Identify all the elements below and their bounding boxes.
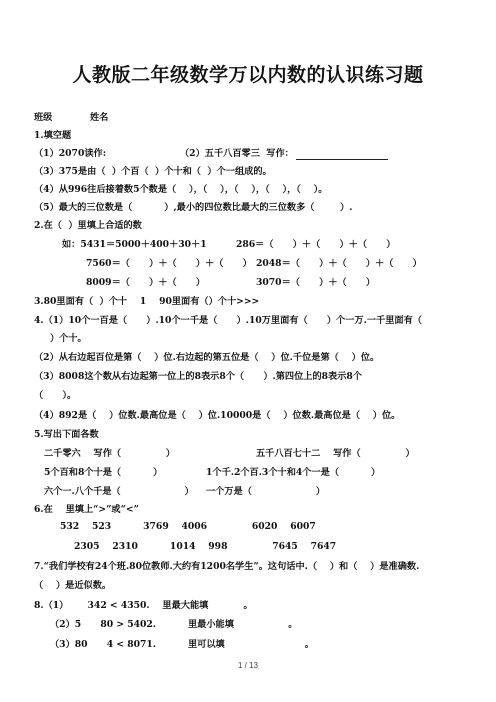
class-label: 班级	[34, 112, 53, 123]
compare-row-2: 2305 2310 1014 998 7645 7647	[74, 541, 337, 552]
write-1234: 1个千.2个百.3个十和4个一是（ ）	[206, 467, 381, 478]
section-1-heading: 1.填空题	[34, 130, 72, 141]
question-4-1-cont: ）个十。	[50, 333, 87, 344]
answer-blank	[296, 150, 388, 160]
decompose-2048: 2048＝（ ）＋（ ）＋（ ）	[256, 258, 422, 269]
question-4-2: （2）从右边起百位是第（ ）位.右边起的第五位是（ ）位.千位是第（ ）位。	[34, 352, 380, 363]
question-8-3: （3）80 4 < 8071. 里可以填 。	[50, 639, 314, 650]
compare-row-1: 532 523 3769 4006 6020 6007	[60, 521, 316, 532]
question-4-1: 4.（1）10个一百是（ ）.10个一千是（ ）.10万里面有（ ）个一万.一千里面有（	[34, 315, 422, 326]
name-label: 姓名	[90, 112, 109, 123]
write-2006: 二千零六 写作（ ）	[44, 448, 176, 459]
decompose-8009: 8009＝（ ）＋（ ）	[86, 277, 206, 288]
page-number: 1 / 13	[237, 661, 258, 670]
section-2-heading: 2.在（ ）里填上合适的数	[34, 220, 142, 231]
section-7-cont: （ ）是近似数。	[34, 580, 112, 591]
decompose-3070: 3070＝（ ）＋（ ）	[256, 277, 376, 288]
example-decomposition: 如：5431＝5000＋400＋30＋1	[62, 239, 207, 250]
question-8-2: （2）5 80 > 5402. 里最小能填 。	[50, 619, 298, 630]
question-8-1: 8.（1） 342 < 4350. 里最大能填 。	[34, 600, 253, 611]
write-5872: 五千八百七十二 写作（ ）	[256, 448, 415, 459]
write-580: 5个百和8个十是（ ）	[44, 467, 163, 478]
section-7: 7.“我们学校有24个班.80位教师.大约有1200名学生”。这句话中.（ ）和（ ）是准确数.	[34, 561, 420, 572]
question-1-5: （5）最大的三位数是（ ）,最小的四位数比最大的三位数多（ ）.	[34, 202, 353, 213]
write-8006: 六个一.八个千是（ ）	[44, 486, 194, 497]
section-3: 3.80里面有（ ）个十 1 90里面有（）个十>>>	[34, 296, 260, 307]
question-4-3-cont: （ ）。	[34, 390, 77, 401]
section-5-heading: 5.写出下面各数	[34, 429, 99, 440]
question-1-1: （1）2070读作:	[34, 148, 107, 159]
decompose-286: 286＝（ ）＋（ ）＋（ ）	[236, 239, 396, 250]
question-4-3: （3）8008这个数从右边起第一位上的8表示8个（ ）.第四位上的8表示8个	[34, 371, 362, 382]
question-1-2: （2）五千八百零三 写作：	[180, 148, 388, 160]
page-title: 人教版二年级数学万以内数的认识练习题	[72, 64, 424, 86]
question-4-4: （4）892是（ ）位数.最高位是（ ）位.10000是（ ）位数.最高位是（ ）位。	[34, 410, 401, 421]
decompose-7560: 7560＝（ ）＋（ ）＋（ ）	[86, 258, 252, 269]
question-1-4: （4）从996往后接着数5个数是（ ），（ ），（ ），（ ），（ ）。	[34, 184, 328, 195]
write-10000: 一个万是（ ）	[206, 486, 326, 497]
question-1-3: （3）375是由（ ）个百（ ）个十和（ ）个一组成的。	[34, 166, 272, 177]
section-6-heading: 6.在 里填上“>”或“<”	[34, 504, 139, 515]
